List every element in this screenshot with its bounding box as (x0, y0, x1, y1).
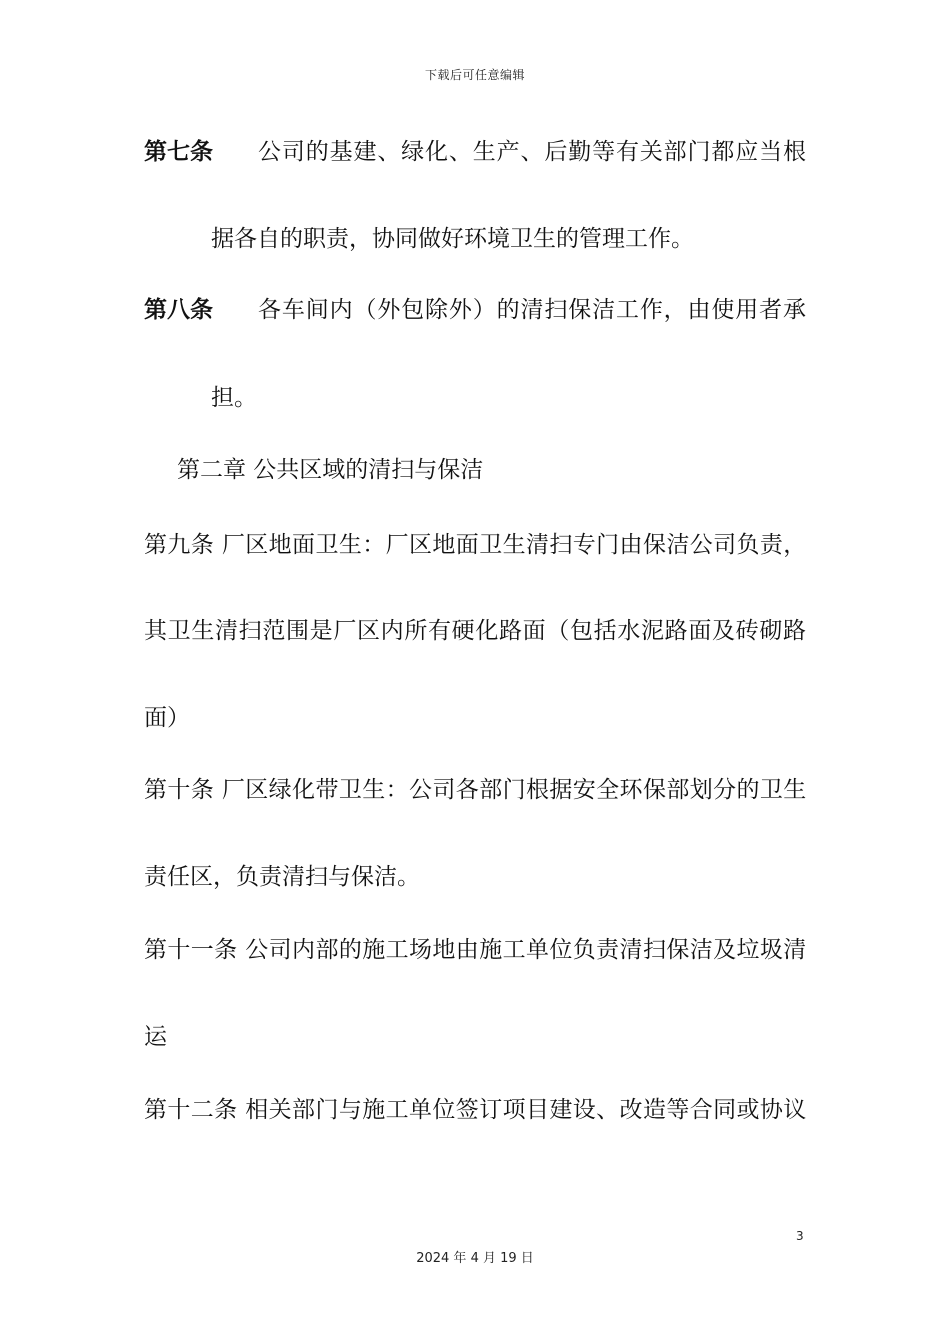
article-9-line-2: 其卫生清扫范围是厂区内所有硬化路面（包括水泥路面及砖砌路 (144, 618, 807, 644)
article-8-heading: 第八条 (144, 297, 213, 323)
article-7-continuation: 据各自的职责，协同做好环境卫生的管理工作。 (211, 226, 694, 252)
article-9-line-3: 面） (144, 705, 190, 731)
article-12-line-1: 第十二条 相关部门与施工单位签订项目建设、改造等合同或协议 (144, 1097, 807, 1123)
article-10-line-1: 第十条 厂区绿化带卫生：公司各部门根据安全环保部划分的卫生 (144, 777, 807, 803)
article-8-continuation: 担。 (211, 385, 257, 411)
article-10-line-2: 责任区，负责清扫与保洁。 (144, 864, 420, 890)
article-7-text: 公司的基建、绿化、生产、后勤等有关部门都应当根 (258, 139, 807, 165)
article-11-line-1: 第十一条 公司内部的施工场地由施工单位负责清扫保洁及垃圾清 (144, 937, 807, 963)
article-9-line-1: 第九条 厂区地面卫生：厂区地面卫生清扫专门由保洁公司负责， (144, 532, 807, 558)
page-number: 3 (796, 1229, 804, 1243)
page-header: 下载后可任意编辑 (424, 68, 525, 82)
page-footer-date: 2024 年 4 月 19 日 (416, 1251, 534, 1266)
article-11-line-2: 运 (144, 1024, 167, 1050)
article-8-text: 各车间内（外包除外）的清扫保洁工作，由使用者承 (258, 297, 807, 323)
article-7-heading: 第七条 (144, 139, 213, 165)
chapter-title: 第二章 公共区域的清扫与保洁 (177, 457, 484, 483)
